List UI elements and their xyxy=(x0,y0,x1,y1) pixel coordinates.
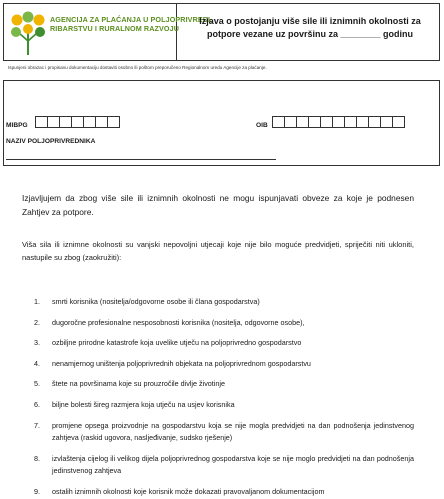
reason-number: 7. xyxy=(34,420,40,430)
declaration-statement: Izjavljujem da zbog više sile ili iznimnih okolnosti ne mogu ispunjavati obveze za koje je podnesen Zahtjev za potpore. xyxy=(22,193,414,217)
reason-number: 6. xyxy=(34,399,40,409)
reason-text: ozbiljne prirodne katastrofe koja uvelike utječu na poljoprivredno gospodarstvo xyxy=(52,338,302,348)
reason-text: izvlaštenja cijelog ili velikog dijela poljoprivrednog gospodarstva koje se nije moglo predvidjeti na dan podnošenja jedinstvenog zahtjeva xyxy=(52,453,414,476)
reason-text: nenamjernog uništenja poljoprivrednih objekata na poljoprivrednom gospodarstvu xyxy=(52,358,311,368)
reason-item[interactable] xyxy=(22,453,414,478)
reason-number: 5. xyxy=(34,379,40,389)
list-spacer xyxy=(22,412,414,420)
list-spacer xyxy=(22,329,414,337)
reason-item[interactable] xyxy=(22,317,414,330)
mibpg-digit-box[interactable] xyxy=(107,116,120,128)
reason-number: 3. xyxy=(34,338,40,348)
reason-number: 4. xyxy=(34,358,40,368)
farmer-name-line[interactable] xyxy=(6,159,276,160)
logo-circle xyxy=(35,27,45,37)
reasons-list xyxy=(22,296,414,499)
reason-text: ostalih iznimnih okolnosti koje korisnik može dokazati pravovaljanom dokumentacijom xyxy=(52,486,325,496)
agency-block xyxy=(4,4,213,60)
reason-text: biljne bolesti šireg razmjera koja utječu na usjev korisnika xyxy=(52,399,235,409)
list-spacer xyxy=(22,445,414,453)
reason-text: štete na površinama koje su prouzročile divlje životinje xyxy=(52,379,225,389)
reason-number: 2. xyxy=(34,317,40,327)
force-majeure-intro: Viša sila ili iznimne okolnosti su vanjski nepovoljni utjecaji koje nije bilo moguće predvidjeti, spriječiti niti ukloniti, nastupile su zbog (zaokružiti): xyxy=(22,240,414,262)
reason-text: smrti korisnika (nositelja/odgovorne osobe ili člana gospodarstva) xyxy=(52,297,260,306)
submission-instruction: Ispunjeni obrazac i propisanu dokumentaciju dostaviti osobno ili poštom preporučeno Regionalnom uredu Agencije za plaćanje. xyxy=(8,65,267,70)
agency-name xyxy=(50,15,213,33)
mibpg-digit-boxes xyxy=(36,116,120,128)
form-header xyxy=(3,3,440,61)
oib-digit-box[interactable] xyxy=(392,116,405,128)
reason-number: 1. xyxy=(34,297,40,306)
form-title xyxy=(182,15,438,41)
list-spacer xyxy=(22,350,414,358)
logo-circle xyxy=(23,24,33,34)
farmer-name-label: NAZIV POLJOPRIVREDNIKA xyxy=(6,138,96,145)
reason-item[interactable] xyxy=(22,420,414,445)
reason-text: dugoročne profesionalne nesposobnosti korisnika (nositelja, odgovorne osobe), xyxy=(52,317,305,327)
reason-item[interactable] xyxy=(22,399,414,412)
list-spacer xyxy=(22,370,414,378)
reason-item[interactable] xyxy=(22,486,414,499)
reason-item[interactable] xyxy=(22,378,414,391)
list-spacer xyxy=(22,478,414,486)
reason-item[interactable] xyxy=(22,358,414,371)
logo-circle xyxy=(11,27,21,37)
reason-item[interactable] xyxy=(22,296,414,309)
list-spacer xyxy=(22,391,414,399)
reason-text: promjene opsega proizvodnje na gospodarstvu koja se nije mogla predvidjeti na dan podnošenja jedinstvenog zahtjeva (raskid ugovora, nasljeđivanje, sudsko rješenje) xyxy=(52,420,414,443)
form-title-line: potpore vezane uz površinu za ________ godinu xyxy=(206,29,414,39)
logo-circle xyxy=(12,15,23,26)
agency-logo-icon xyxy=(8,11,48,55)
reason-number: 9. xyxy=(34,486,40,496)
reason-number: 8. xyxy=(34,453,40,463)
oib-label: OIB xyxy=(256,122,268,129)
oib-digit-boxes xyxy=(273,116,405,128)
logo-circle xyxy=(34,15,45,26)
list-spacer xyxy=(22,309,414,317)
mibpg-label: MIBPG xyxy=(6,122,28,129)
logo-circle xyxy=(23,12,34,23)
agency-name-line: AGENCIJA ZA PLAĆANJA U POLJOPRIVREDI, xyxy=(50,15,213,24)
agency-name-line: RIBARSTVU I RURALNOM RAZVOJU xyxy=(50,24,179,33)
reason-item[interactable] xyxy=(22,337,414,350)
form-title-line: Izjava o postojanju više sile ili iznimnih okolnosti za xyxy=(199,16,421,26)
